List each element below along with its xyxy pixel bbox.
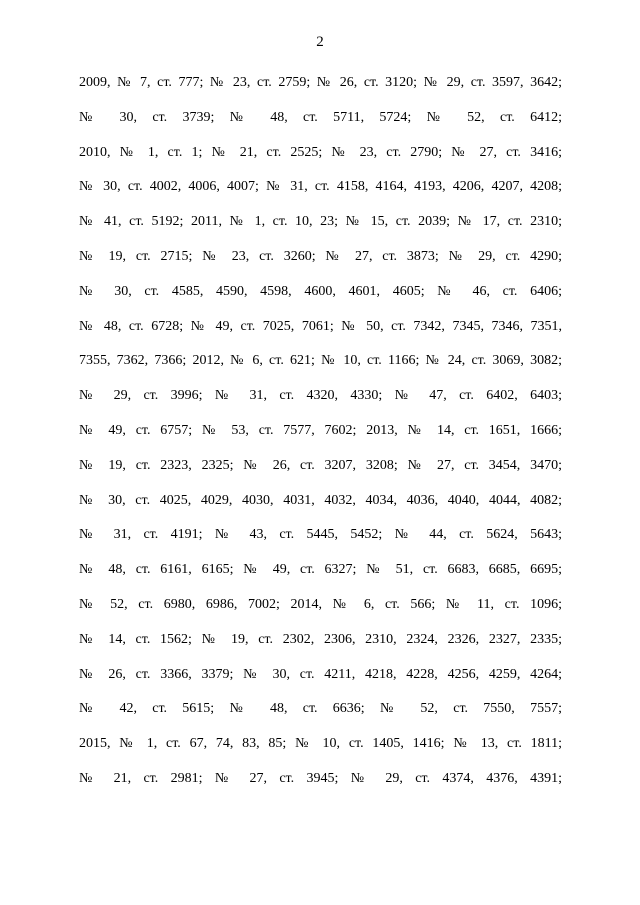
text-line: № 21, ст. 2981; № 27, ст. 3945; № 29, ст. 4374, 4376, 4391; xyxy=(79,770,562,786)
text-line: № 30, ст. 4002, 4006, 4007; № 31, ст. 4158, 4164, 4193, 4206, 4207, 4208; xyxy=(79,179,562,195)
text-line: № 48, ст. 6728; № 49, ст. 7025, 7061; № 50, ст. 7342, 7345, 7346, 7351, xyxy=(79,318,562,334)
text-line: № 52, ст. 6980, 6986, 7002; 2014, № 6, ст. 566; № 11, ст. 1096; xyxy=(79,596,562,612)
text-line: № 19, ст. 2323, 2325; № 26, ст. 3207, 3208; № 27, ст. 3454, 3470; xyxy=(79,457,562,473)
text-line: № 19, ст. 2715; № 23, ст. 3260; № 27, ст. 3873; № 29, ст. 4290; xyxy=(79,248,562,264)
text-line: № 30, ст. 4585, 4590, 4598, 4600, 4601, 4605; № 46, ст. 6406; xyxy=(79,283,562,299)
body-text xyxy=(79,72,562,803)
text-line: № 31, ст. 4191; № 43, ст. 5445, 5452; № 44, ст. 5624, 5643; xyxy=(79,527,562,543)
text-line: № 41, ст. 5192; 2011, № 1, ст. 10, 23; № 15, ст. 2039; № 17, ст. 2310; xyxy=(79,214,562,230)
text-line: № 30, ст. 4025, 4029, 4030, 4031, 4032, 4034, 4036, 4040, 4044, 4082; xyxy=(79,492,562,508)
text-line: 2009, № 7, ст. 777; № 23, ст. 2759; № 26, ст. 3120; № 29, ст. 3597, 3642; xyxy=(79,75,562,90)
text-line: № 42, ст. 5615; № 48, ст. 6636; № 52, ст. 7550, 7557; xyxy=(79,701,562,717)
text-line: № 30, ст. 3739; № 48, ст. 5711, 5724; № 52, ст. 6412; xyxy=(79,109,562,125)
text-line: № 14, ст. 1562; № 19, ст. 2302, 2306, 2310, 2324, 2326, 2327, 2335; xyxy=(79,631,562,647)
text-line: 2015, № 1, ст. 67, 74, 83, 85; № 10, ст. 1405, 1416; № 13, ст. 1811; xyxy=(79,736,562,752)
text-line: № 29, ст. 3996; № 31, ст. 4320, 4330; № 47, ст. 6402, 6403; xyxy=(79,388,562,404)
text-line: № 49, ст. 6757; № 53, ст. 7577, 7602; 2013, № 14, ст. 1651, 1666; xyxy=(79,422,562,438)
text-line: № 26, ст. 3366, 3379; № 30, ст. 4211, 4218, 4228, 4256, 4259, 4264; xyxy=(79,666,562,682)
page-number: 2 xyxy=(316,34,324,50)
text-line: 7355, 7362, 7366; 2012, № 6, ст. 621; № 10, ст. 1166; № 24, ст. 3069, 3082; xyxy=(79,353,562,369)
text-line: 2010, № 1, ст. 1; № 21, ст. 2525; № 23, ст. 2790; № 27, ст. 3416; xyxy=(79,144,562,160)
text-line: № 48, ст. 6161, 6165; № 49, ст. 6327; № 51, ст. 6683, 6685, 6695; xyxy=(79,562,562,578)
